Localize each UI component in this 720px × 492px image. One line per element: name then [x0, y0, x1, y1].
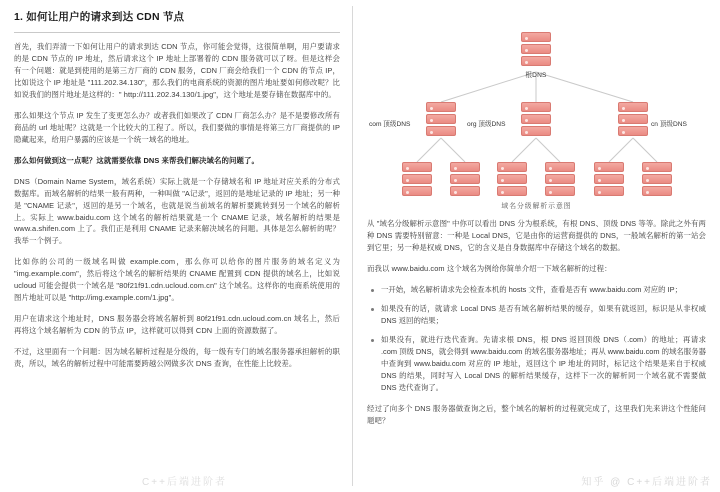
- paragraph-6: 用户在请求这个地址时，DNS 服务器会将域名解析到 80f21f91.cdn.ucloud.com.cn 域名上，然后再将这个域名解析为 CDN 的节点 IP，这样就可以得到 CDN 上面的资源数据了。: [14, 314, 340, 336]
- diagram-leaf-2: [438, 162, 492, 196]
- dns-resolution-steps: [367, 284, 706, 394]
- diagram-leaf-1: [390, 162, 444, 196]
- right-column: [353, 0, 720, 492]
- right-paragraph-1: 从 "域名分级解析示意图" 中你可以看出 DNS 分为根系统，有根 DNS、顶级 DNS 等等。除此之外有两种 DNS 需要特别留意：一种是 Local DNS，它是由你的运营商提供的 DNS，一般域名解析的第一站会到它里；另一种是权威 DNS，它的含义是自身数据库中存储这个域名的数据。: [367, 219, 706, 252]
- list-item: 如果没有，就进行迭代查询。先请求根 DNS，根 DNS 返回顶级 DNS（.com）的地址；再请求 .com 顶级 DNS，就会得到 www.baidu.com 的域名服务器地址；再从 www.baidu.com 的域名服务器中查询到 www.baidu.com 对应的 IP 地址，返回这个 IP 地址的同时，标记这个结果是来自于权威 DNS 的结果，同时写入 Local DNS 的解析结果缓存，这样下一次的解析同一个域名就不需要做 DNS 迭代查询了。: [381, 334, 706, 392]
- node-label-cn: cn 顶级DNS: [651, 121, 687, 128]
- server-icon: [402, 162, 432, 196]
- paragraph-5: 比如你的公司的一级域名叫做 example.com，那么你可以给你的图片服务的域名定义为 "img.example.com"，然后将这个域名的解析结果的 CNAME 配置到 CDN 提供的域名上，比如说 ucloud 可能会提供一个域名是 "80f21f91.cdn.ucloud.com.cn" 这个域名。这样你的电商系统使用的图片地址可以是 "http://img.example.com/1.jpg"。: [14, 257, 340, 303]
- server-icon: [618, 102, 648, 136]
- list-item: 一开始，域名解析请求先会检查本机的 hosts 文件，查看是否有 www.baidu.com 对应的 IP；: [381, 284, 706, 296]
- left-column: [0, 0, 352, 492]
- diagram-caption: 域名分级解析示意图: [501, 203, 572, 210]
- right-closing-paragraph: 经过了向多个 DNS 服务器做查询之后，整个域名的解析的过程就完成了，这里我们先来讲这个性能问题吧？: [367, 403, 706, 425]
- watermark-left: C++后端进阶者: [142, 477, 227, 488]
- paragraph-4: DNS（Domain Name System，域名系统）实际上就是一个存储域名和 IP 地址对应关系的分布式数据库。而域名解析的结果一般有两种，一种叫做 "A记录"，返回的是地址记录的 IP 地址；另一种是 "CNAME 记录"，返回的是另一个域名，也就是说当前域名的解析要跳转到另一个域名的解析上。实际上 www.baidu.com 这个域名的解析结果就是一个 CNAME 记录，域名解析的结果是 www.a.shifen.com 上了。我们正是利用 CNAME 记录来解决域名的问题。具体是怎么解析的呢？我举一个例子。: [14, 176, 340, 246]
- server-icon: [545, 162, 575, 196]
- node-label-com: com 顶级DNS: [369, 121, 411, 128]
- server-icon: [521, 102, 551, 136]
- watermark-right: 知乎 @ C++后端进阶者: [581, 477, 712, 488]
- diagram-leaf-3: [485, 162, 539, 196]
- server-icon: [497, 162, 527, 196]
- right-paragraph-2: 而我以 www.baidu.com 这个域名为例给你简单介绍一下域名解析的过程：: [367, 263, 612, 273]
- paragraph-2: 那么如果这个节点 IP 发生了变更怎么办？或者我们如果改了 CDN 厂商怎么办？是不是要修改所有商品的 url 地址呢？这就是一个比较大的工程了。所以，我们要做的事情是将第三方厂商提供的 IP 隐藏起来，给用户暴露的应该是一个统一域名的地址。: [14, 110, 340, 144]
- server-icon: [642, 162, 672, 196]
- list-item: 如果没有的话，就请求 Local DNS 是否有域名解析结果的缓存，如果有就返回，标识是从非权威 DNS 返回的结果；: [381, 303, 706, 325]
- dns-hierarchy-diagram: [367, 10, 706, 198]
- server-icon: [594, 162, 624, 196]
- page-title: 1. 如何让用户的请求到达 CDN 节点: [14, 11, 185, 23]
- diagram-node-root: [509, 32, 563, 79]
- server-icon: [426, 102, 456, 136]
- diagram-leaf-5: [582, 162, 636, 196]
- paragraph-3: 那么如何做到这一点呢？这就需要依靠 DNS 来帮我们解决域名的问题了。: [14, 155, 259, 165]
- node-label-root: 根DNS: [525, 72, 547, 79]
- diagram-node-com: [414, 102, 468, 136]
- node-label-org: org 顶级DNS: [467, 121, 506, 128]
- diagram-leaf-4: [533, 162, 587, 196]
- diagram-leaf-6: [630, 162, 684, 196]
- server-icon: [450, 162, 480, 196]
- diagram-node-org: [509, 102, 563, 136]
- paragraph-7: 不过，这里面有一个问题：因为域名解析过程是分级的，每一级有专门的域名服务器承担解析的职责，所以，域名的解析过程中可能需要跨越公网做多次 DNS 查询，在性能上比较差。: [14, 347, 340, 369]
- paragraph-1: 首先，我们弄清一下如何让用户的请求到达 CDN 节点，你可能会觉得，这很简单啊，用户要请求的是 CDN 节点的 IP 地址，然后请求这个 IP 地址上部署着的 CDN 服务就可以了呀。但是这样会有一个问题：就是到使用的是第三方厂商的 CDN 服务，CDN 厂商会给我们一个 CDN 的节点 IP，比如说这个 IP 地址是 "111.202.34.130"，那么我们的电商系统的资源的图片地址要如何修改呢？比如说我们的图片地址是这样的：" http://111.202.34.130/1.jpg"，这个地址是要存储在数据库中的。: [14, 41, 340, 99]
- server-icon: [521, 32, 551, 66]
- title-divider: [14, 32, 340, 33]
